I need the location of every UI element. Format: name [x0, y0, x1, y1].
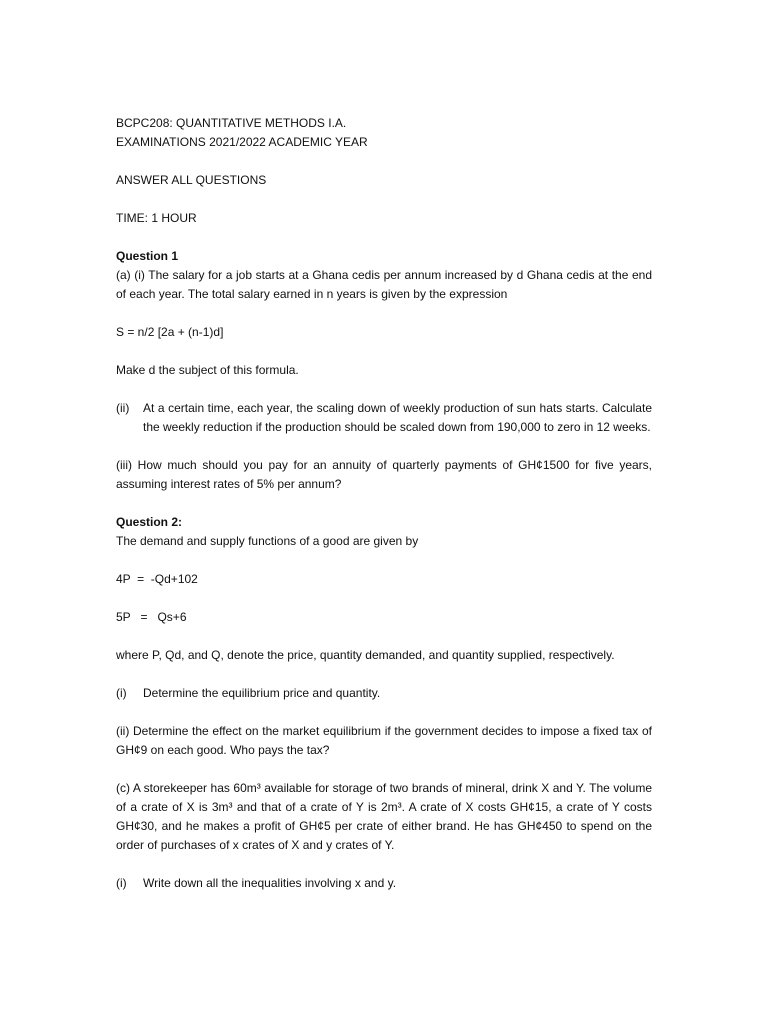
question-2-heading: Question 2: — [116, 515, 183, 529]
question-2-ii: (ii) Determine the effect on the market equilibrium if the government decides to impose a fixed tax of GH¢9 on each good. Who pays the tax? — [116, 724, 652, 757]
question-1-heading: Question 1 — [116, 249, 179, 263]
question-1-a-i: (a) (i) The salary for a job starts at a Ghana cedis per annum increased by d Ghana cedis at the end of each year. The total salary earned in n years is given by the expression — [116, 268, 652, 301]
variable-definitions: where P, Qd, and Q, denote the price, quantity demanded, and quantity supplied, respectively. — [116, 648, 615, 662]
instruction-text: ANSWER ALL QUESTIONS — [116, 173, 267, 187]
item-marker: (ii) — [116, 401, 130, 415]
question-1-iii: (iii) How much should you pay for an annuity of quarterly payments of GH¢1500 for five years, assuming interest rates of 5% per annum? — [116, 458, 652, 491]
supply-equation: 5P = Qs+6 — [116, 610, 187, 624]
question-1-ii — [116, 399, 652, 437]
demand-equation: 4P = -Qd+102 — [116, 572, 198, 586]
question-2-c-i — [116, 874, 652, 893]
question-2-intro: The demand and supply functions of a good are given by — [116, 534, 419, 548]
course-title: BCPC208: QUANTITATIVE METHODS I.A. — [116, 116, 347, 130]
item-text: Determine the equilibrium price and quantity. — [143, 686, 381, 700]
time-text: TIME: 1 HOUR — [116, 211, 197, 225]
exam-title: EXAMINATIONS 2021/2022 ACADEMIC YEAR — [116, 135, 368, 149]
salary-formula: S = n/2 [2a + (n-1)d] — [116, 325, 224, 339]
item-text: Write down all the inequalities involving x and y. — [143, 876, 397, 890]
question-1-a-instruction: Make d the subject of this formula. — [116, 363, 299, 377]
item-marker: (i) — [116, 876, 127, 890]
question-2-c: (c) A storekeeper has 60m³ available for storage of two brands of mineral, drink X and Y. The volume of a crate of X is 3m³ and that of a crate of Y is 2m³. A crate of X costs GH¢15, a crate of Y costs GH¢30, and he makes a profit of GH¢5 per crate of either brand. He has GH¢450 to spend on the order of purchases of x crates of X and y crates of Y. — [116, 781, 652, 852]
question-2-i — [116, 684, 652, 703]
item-text: At a certain time, each year, the scaling down of weekly production of sun hats starts. Calculate the weekly reduction if the production should be scaled down from 190,000 to zero in 12 weeks. — [143, 401, 652, 434]
exam-document — [116, 114, 652, 912]
item-marker: (i) — [116, 686, 127, 700]
